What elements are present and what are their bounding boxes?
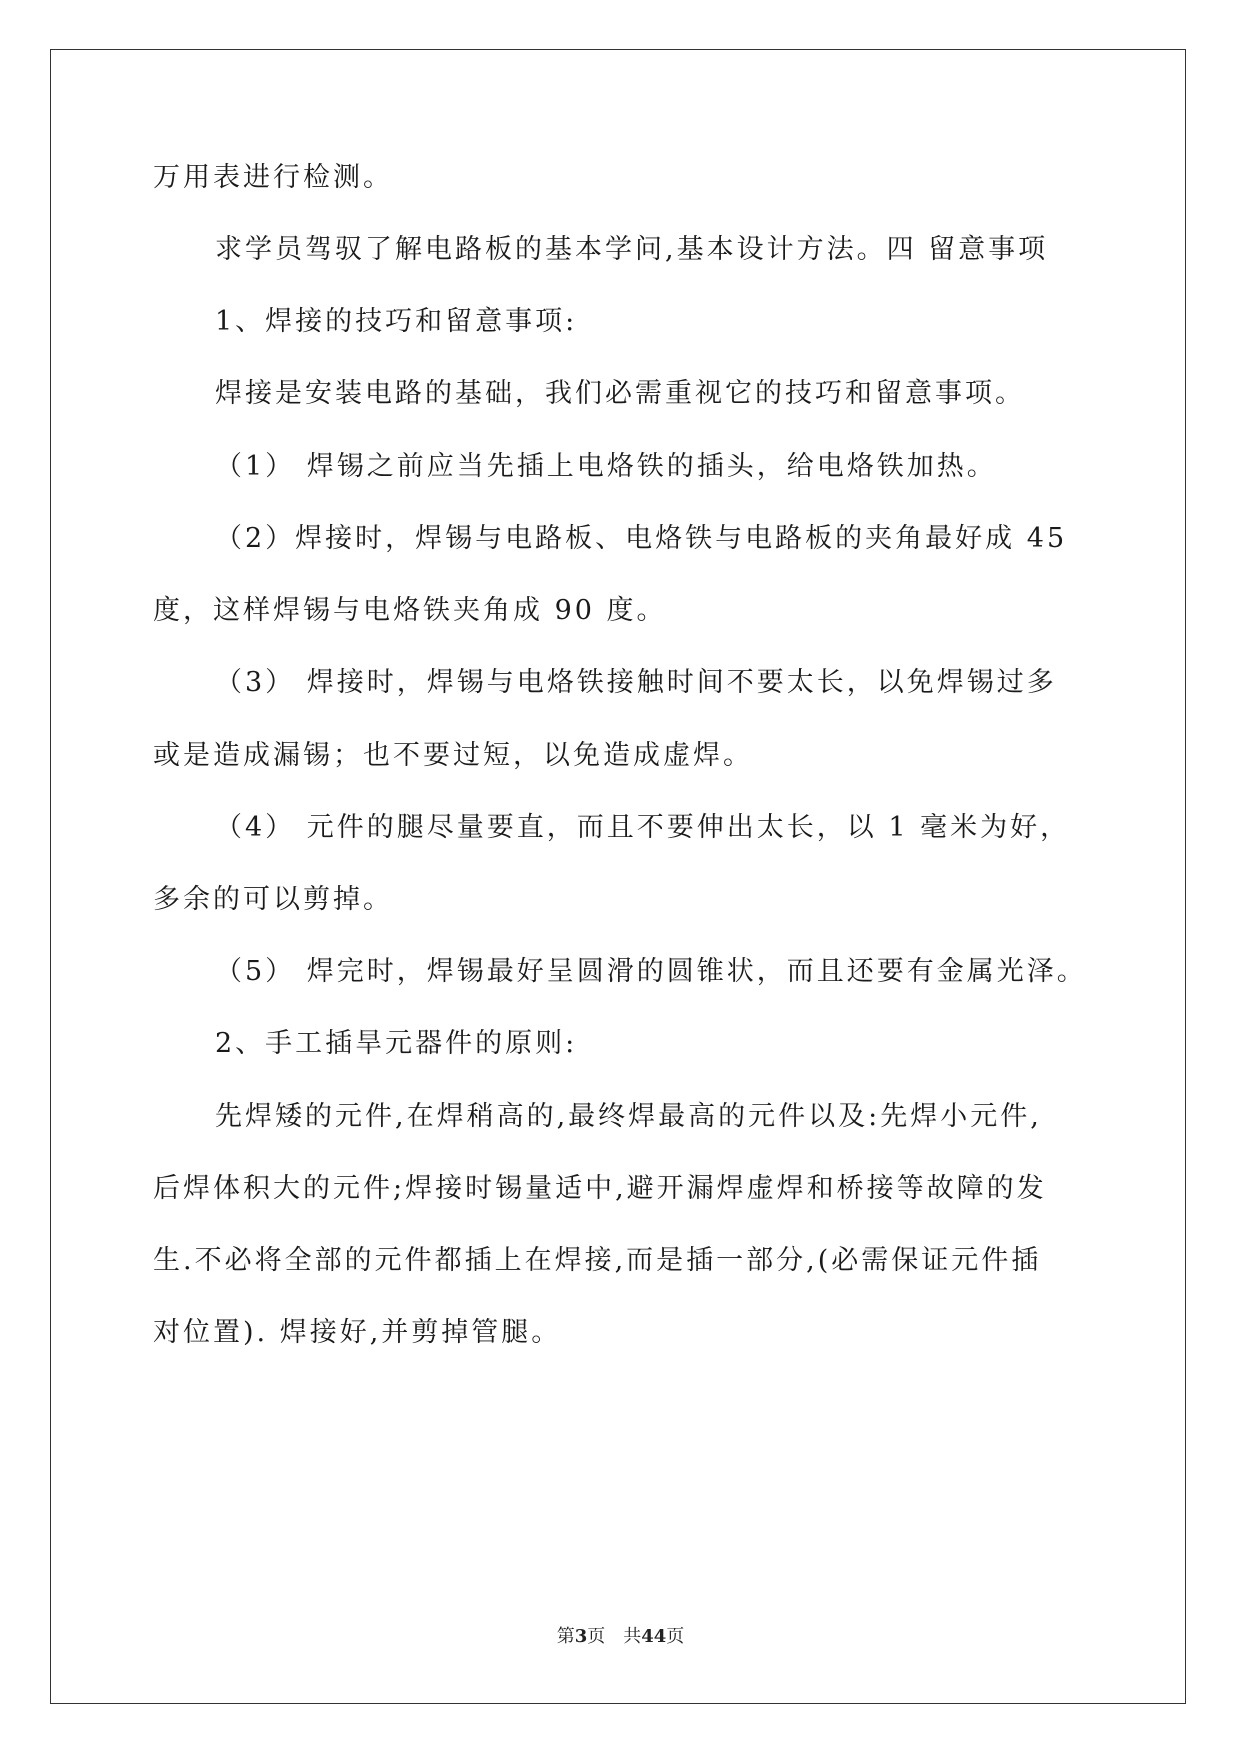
footer-suffix: 页 bbox=[666, 1626, 685, 1647]
text-line: 2、手工插旱元器件的原则: bbox=[215, 1028, 578, 1059]
text-line: 先焊矮的元件,在焊稍高的,最终焊最高的元件以及:先焊小元件, bbox=[215, 1101, 1042, 1132]
text-line: （3） 焊接时，焊锡与电烙铁接触时间不要太长，以免焊锡过多 bbox=[215, 667, 1057, 698]
current-page-number: 3 bbox=[574, 1626, 588, 1647]
text-line: 1、焊接的技巧和留意事项: bbox=[215, 306, 578, 337]
text-line: 多余的可以剪掉。 bbox=[153, 884, 393, 915]
page-border bbox=[50, 49, 1186, 1704]
text-line: 万用表进行检测。 bbox=[153, 162, 393, 193]
text-line: 或是造成漏锡；也不要过短，以免造成虚焊。 bbox=[153, 740, 753, 771]
text-line: （1） 焊锡之前应当先插上电烙铁的插头，给电烙铁加热。 bbox=[215, 451, 997, 482]
total-pages-number: 44 bbox=[641, 1626, 667, 1647]
text-line: （4） 元件的腿尽量要直，而且不要伸出太长，以 1 毫米为好， bbox=[215, 812, 1071, 843]
text-line: 生.不必将全部的元件都插上在焊接,而是插一部分,(必需保证元件插 bbox=[153, 1245, 1042, 1276]
text-line: 度，这样焊锡与电烙铁夹角成 90 度。 bbox=[153, 595, 667, 626]
text-line: 求学员驾驭了解电路板的基本学问,基本设计方法。四 留意事项 bbox=[215, 234, 1049, 265]
text-line: 对位置). 焊接好,并剪掉管腿。 bbox=[153, 1317, 562, 1348]
text-line: （5） 焊完时，焊锡最好呈圆滑的圆锥状，而且还要有金属光泽。 bbox=[215, 956, 1087, 987]
text-line: （2）焊接时，焊锡与电路板、电烙铁与电路板的夹角最好成 45 bbox=[215, 523, 1068, 554]
footer-prefix: 第 bbox=[556, 1626, 575, 1647]
footer-middle: 页 共 bbox=[587, 1626, 642, 1647]
text-line: 焊接是安装电路的基础，我们必需重视它的技巧和留意事项。 bbox=[215, 378, 1025, 409]
text-line: 后焊体积大的元件;焊接时锡量适中,避开漏焊虚焊和桥接等故障的发 bbox=[153, 1173, 1047, 1204]
page-footer bbox=[0, 1622, 1241, 1648]
